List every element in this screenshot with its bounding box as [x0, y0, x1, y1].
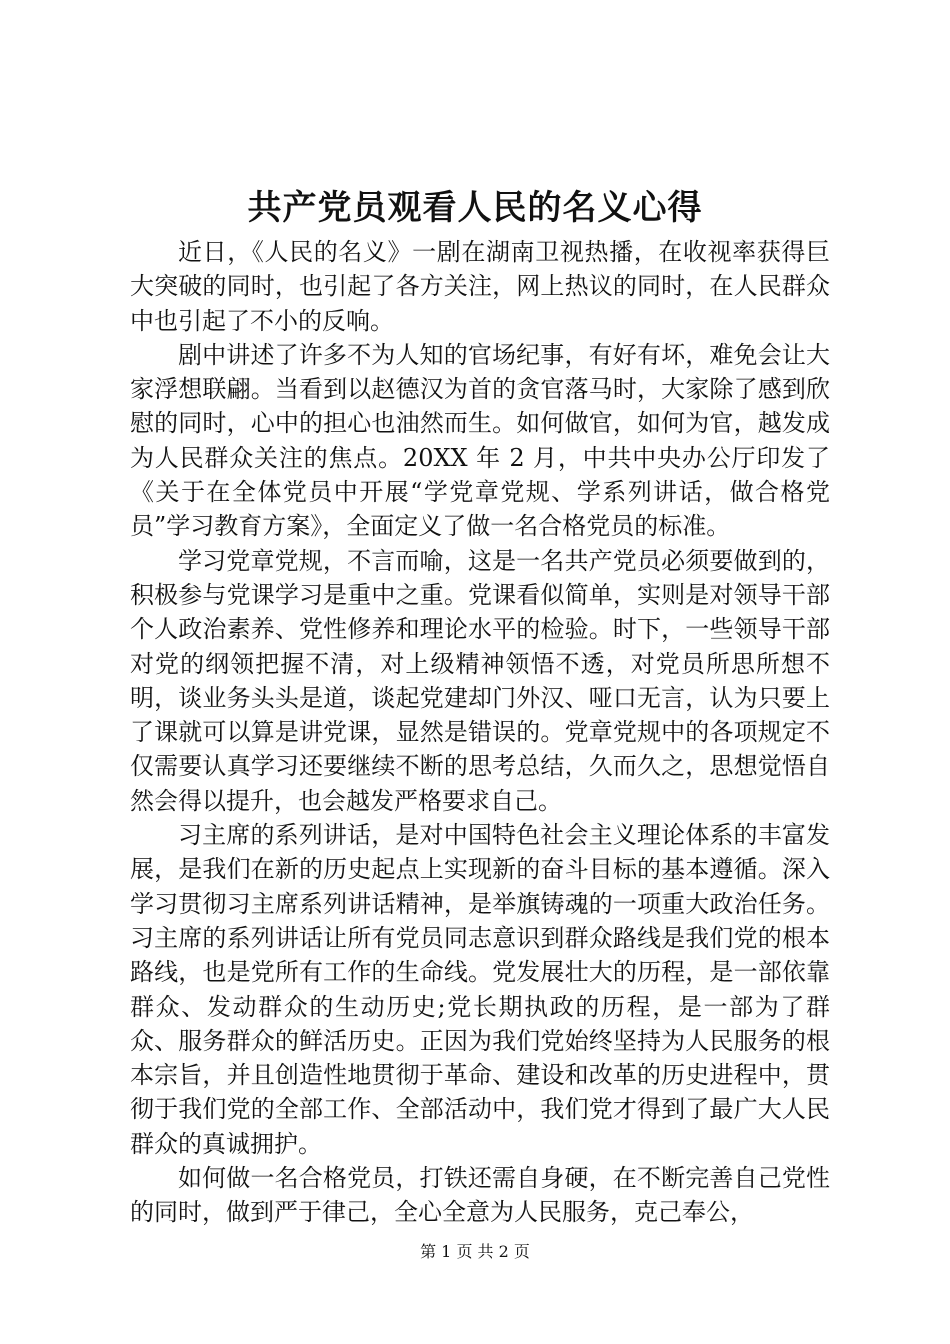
document-body	[130, 235, 830, 1230]
paragraph-1: 近日，《人民的名义》一剧在湖南卫视热播，在收视率获得巨大突破的同时，也引起了各方关注，网上热议的同时，在人民群众中也引起了不小的反响。	[130, 238, 830, 335]
paragraph-4: 习主席的系列讲话，是对中国特色社会主义理论体系的丰富发展，是我们在新的历史起点上实现新的奋斗目标的基本遵循。深入学习贯彻习主席系列讲话精神，是举旗铸魂的一项重大政治任务。习主席的系列讲话让所有党员同志意识到群众路线是我们党的根本路线，也是党所有工作的生命线。党发展壮大的历程，是一部依靠群众、发动群众的生动历史;党长期执政的历程，是一部为了群众、服务群众的鲜活历史。正因为我们党始终坚持为人民服务的根本宗旨，并且创造性地贯彻于革命、建设和改革的历史进程中，贯彻于我们党的全部工作、全部活动中，我们党才得到了最广大人民群众的真诚拥护。	[130, 821, 830, 1158]
paragraph-3: 学习党章党规，不言而喻，这是一名共产党员必须要做到的，积极参与党课学习是重中之重。党课看似简单，实则是对领导干部个人政治素养、党性修养和理论水平的检验。时下，一些领导干部对党的纲领把握不清，对上级精神领悟不透，对党员所思所想不明，谈业务头头是道，谈起党建却门外汉、哑口无言，认为只要上了课就可以算是讲党课，显然是错误的。党章党规中的各项规定不仅需要认真学习还要继续不断的思考总结，久而久之，思想觉悟自然会得以提升，也会越发严格要求自己。	[130, 546, 830, 815]
paragraph-2: 剧中讲述了许多不为人知的官场纪事，有好有坏，难免会让大家浮想联翩。当看到以赵德汉为首的贪官落马时，大家除了感到欣慰的同时，心中的担心也油然而生。如何做官，如何为官，越发成为人民群众关注的焦点。20XX 年 2 月，中共中央办公厅印发了《关于在全体党员中开展“学党章党规、学系列讲话，做合格党员”学习教育方案》，全面定义了做一名合格党员的标准。	[130, 340, 830, 541]
document-title: 共产党员观看人民的名义心得	[247, 188, 703, 228]
paragraph-5: 如何做一名合格党员，打铁还需自身硬，在不断完善自己党性的同时，做到严于律己，全心全意为人民服务，克己奉公，	[130, 1164, 830, 1227]
page-number-footer: 第 1 页 共 2 页	[420, 1242, 530, 1261]
